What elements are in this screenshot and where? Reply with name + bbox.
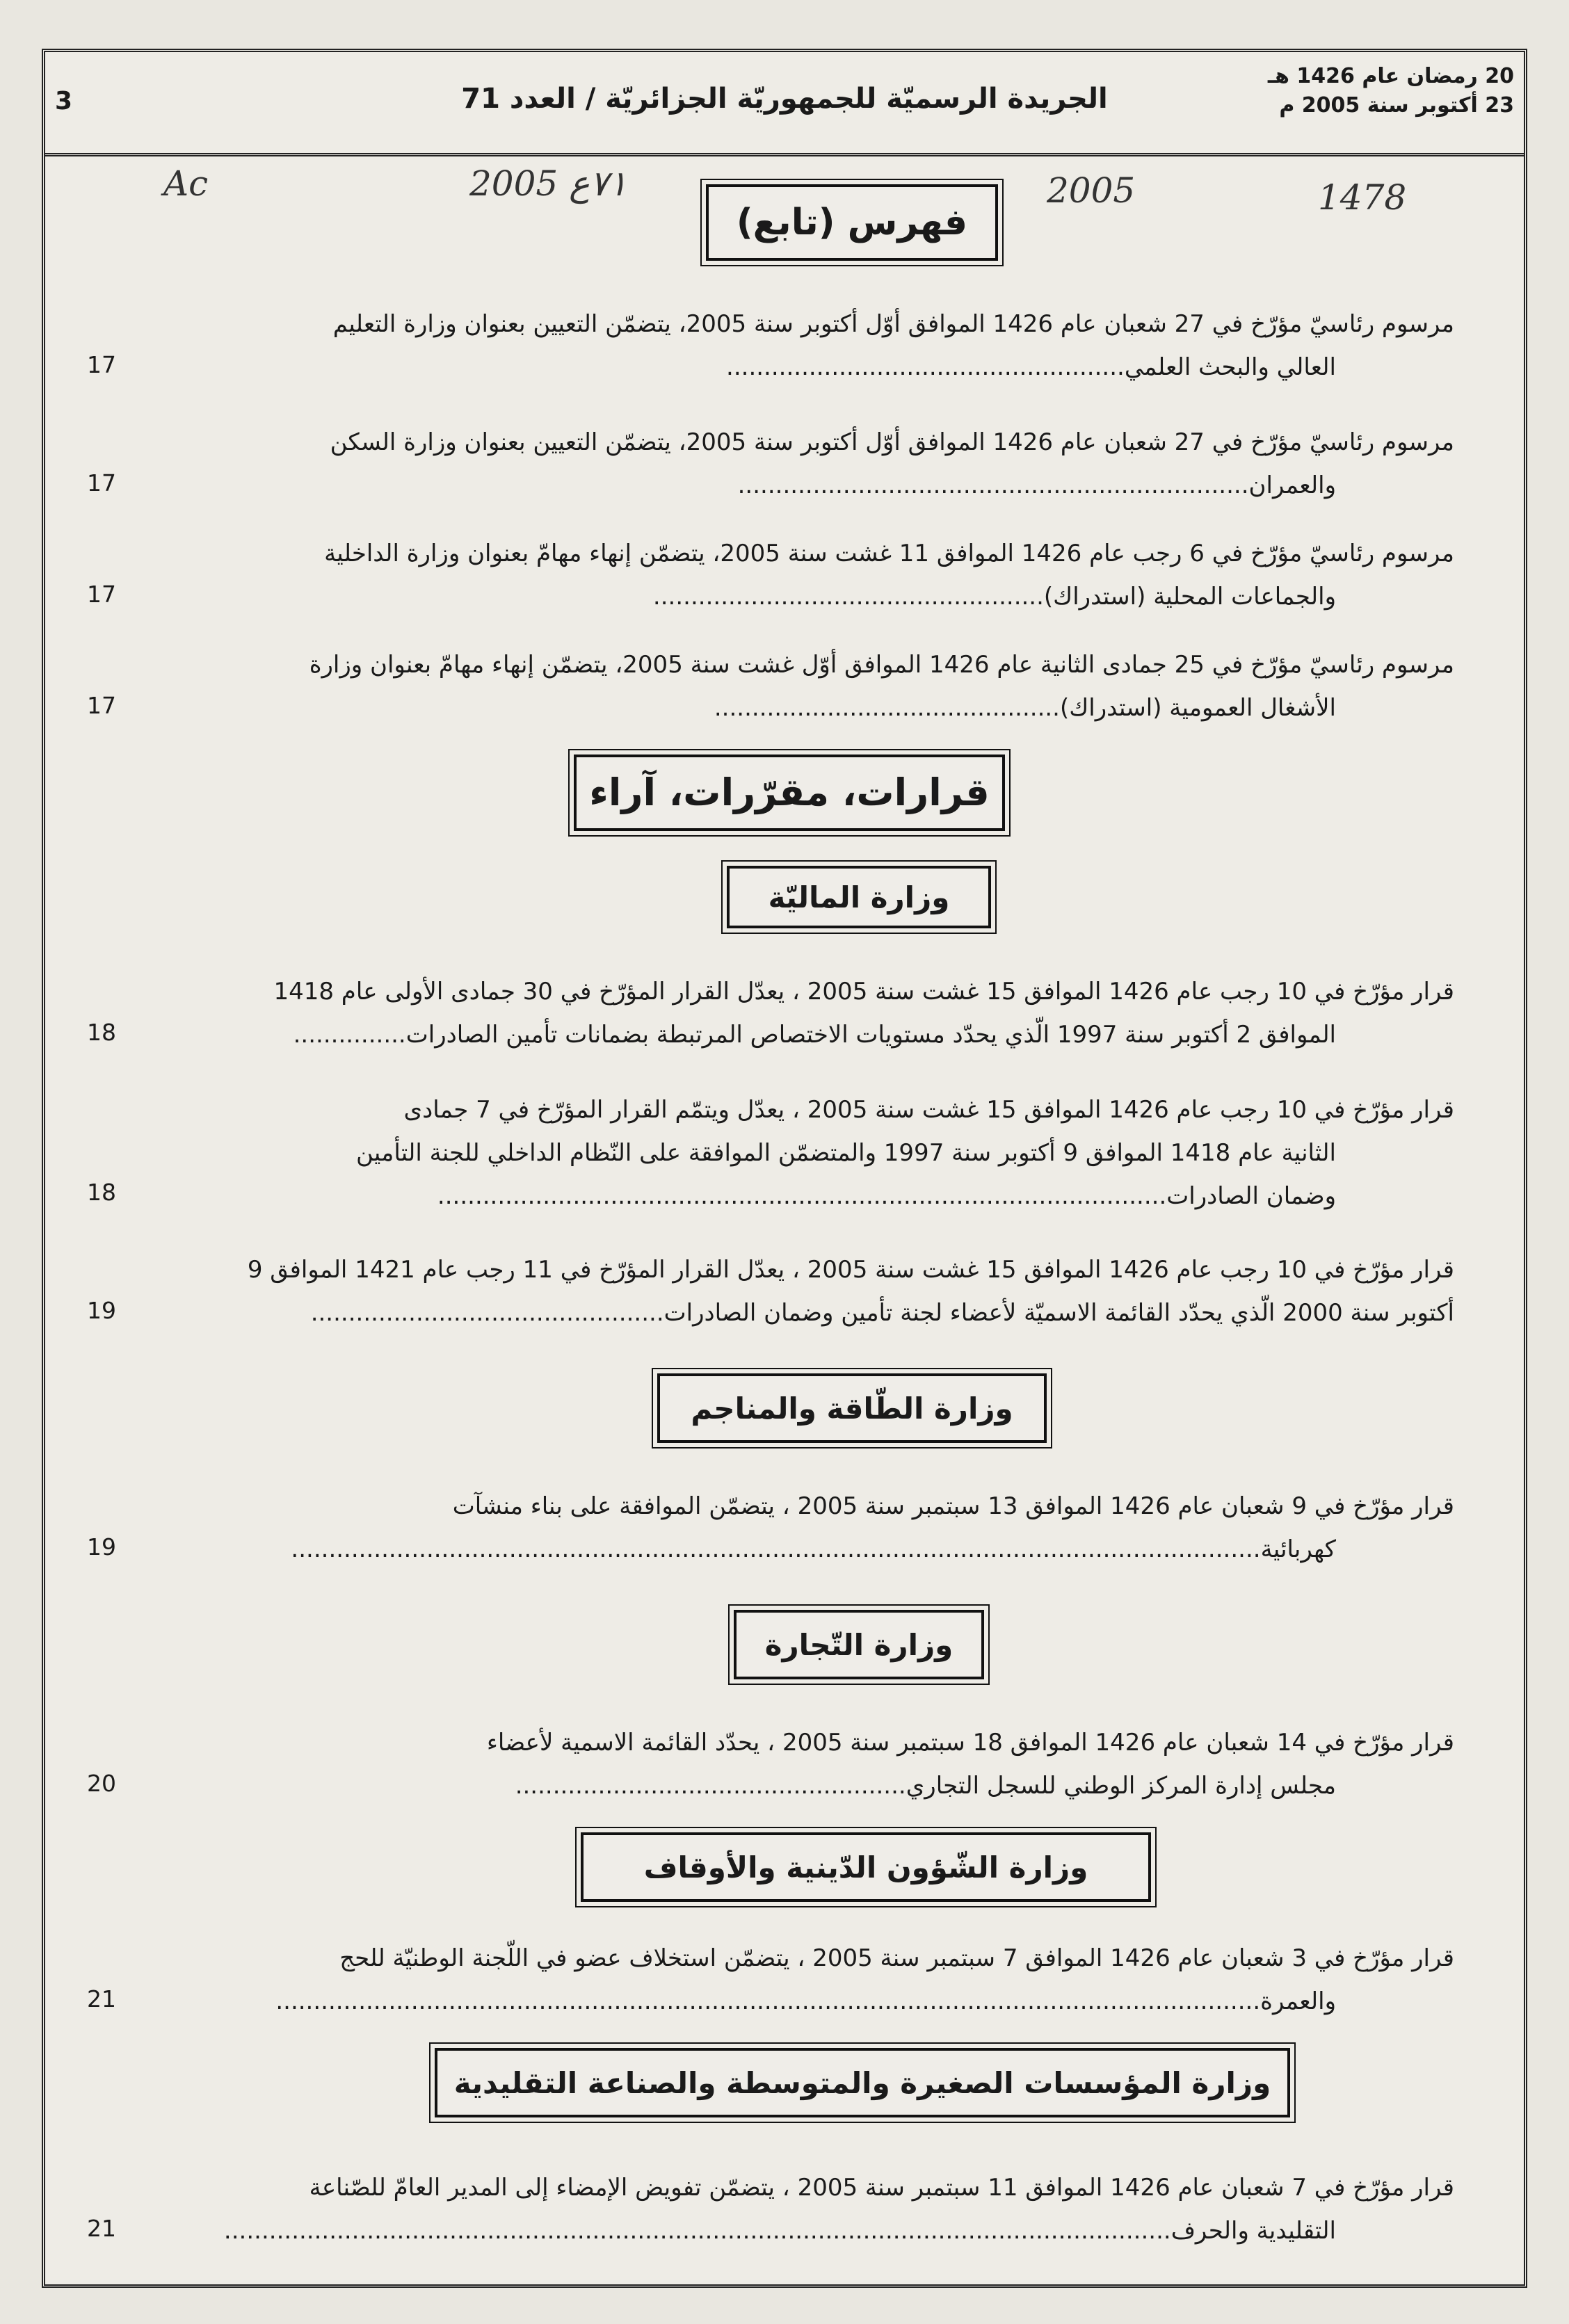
toc-entry[interactable]: قرار مؤرّخ في 10 رجب عام 1426 الموافق 15 غشت سنة 2005 ، يعدّل القرار المؤرّخ في 11 رجب عام 1421 الموافق 9 أكتوبر سنة 2000 الّذي يحدّد القائمة الاسميّة لأعضاء لجنة تأمين وضمان الصادرات............................................... bbox=[247, 1256, 1454, 1327]
toc-entry[interactable]: قرار مؤرّخ في 14 شعبان عام 1426 الموافق 18 سبتمبر سنة 2005 ، يحدّد القائمة الاسمية لأعضاء مجلس إدارة المركز الوطني للسجل التجاري.................................................... bbox=[486, 1729, 1454, 1800]
toc-page-number: 21 bbox=[87, 2215, 116, 2242]
gazette-page bbox=[42, 49, 1527, 2288]
toc-page-number: 18 bbox=[87, 1179, 116, 1206]
date-gregorian: 23 أكتوبر سنة 2005 م bbox=[1279, 93, 1514, 118]
toc-page-number: 17 bbox=[87, 581, 116, 608]
page-header bbox=[45, 52, 1524, 156]
toc-entry[interactable]: مرسوم رئاسيّ مؤرّخ في 27 شعبان عام 1426 الموافق أوّل أكتوبر سنة 2005، يتضمّن التعيين بعنوان وزارة السكن والعمران.................................................................... bbox=[330, 428, 1454, 499]
gazette-title: الجريدة الرسميّة للجمهوريّة الجزائريّة / العدد 71 bbox=[461, 83, 1108, 115]
handwritten-annotation: 2005 bbox=[1047, 170, 1136, 211]
handwritten-annotation: 2005 ٧١ع bbox=[469, 163, 627, 204]
toc-entry[interactable]: قرار مؤرّخ في 9 شعبان عام 1426 الموافق 13 سبتمبر سنة 2005 ، يتضمّن الموافقة على بناء منشآت كهربائية................................................................................................................................. bbox=[291, 1492, 1454, 1563]
toc-entry[interactable]: قرار مؤرّخ في 10 رجب عام 1426 الموافق 15 غشت سنة 2005 ، يعدّل ويتمّم القرار المؤرّخ في 7 جمادى الثانية عام 1418 الموافق 9 أكتوبر سنة 1997 والمتضمّن الموافقة على النّظام الداخلي للجنة التأمين وضمان الصادرات................................................................................................. bbox=[356, 1096, 1454, 1210]
handwritten-annotation: 1478 bbox=[1318, 177, 1407, 218]
toc-page-number: 21 bbox=[87, 1985, 116, 2012]
toc-page-number: 19 bbox=[87, 1297, 116, 1324]
ministry-heading: وزارة الطّاقة والمناجم bbox=[657, 1373, 1047, 1443]
toc-page-number: 18 bbox=[87, 1019, 116, 1046]
toc-entry[interactable]: مرسوم رئاسيّ مؤرّخ في 27 شعبان عام 1426 الموافق أوّل أكتوبر سنة 2005، يتضمّن التعيين بعنوان وزارة التعليم العالي والبحث العلمي..................................................... bbox=[332, 310, 1454, 381]
ministry-heading: وزارة التّجارة bbox=[734, 1610, 984, 1679]
ministry-heading: وزارة الماليّة bbox=[727, 866, 991, 928]
toc-page-number: 20 bbox=[87, 1770, 116, 1797]
toc-entry[interactable]: قرار مؤرّخ في 10 رجب عام 1426 الموافق 15 غشت سنة 2005 ، يعدّل القرار المؤرّخ في 30 جمادى الأولى عام 1418 الموافق 2 أكتوبر سنة 1997 الّذي يحدّد مستويات الاختصاص المرتبطة بضمانات تأمين الصادرات............... bbox=[273, 978, 1454, 1049]
toc-page-number: 17 bbox=[87, 469, 116, 497]
date-hijri: 20 رمضان عام 1426 هـ bbox=[1267, 64, 1514, 88]
toc-entry[interactable]: مرسوم رئاسيّ مؤرّخ في 25 جمادى الثانية عام 1426 الموافق أوّل غشت سنة 2005، يتضمّن إنهاء مهامّ بعنوان وزارة الأشغال العمومية (استدراك).............................................. bbox=[309, 651, 1454, 722]
index-title: فهرس (تابع) bbox=[736, 202, 968, 243]
index-title-box bbox=[706, 184, 998, 261]
ministry-heading: وزارة الشّؤون الدّينية والأوقاف bbox=[581, 1832, 1151, 1902]
toc-entry[interactable]: مرسوم رئاسيّ مؤرّخ في 6 رجب عام 1426 الموافق 11 غشت سنة 2005، يتضمّن إنهاء مهامّ بعنوان وزارة الداخلية والجماعات المحلية (استدراك).................................................... bbox=[324, 540, 1454, 611]
toc-page-number: 17 bbox=[87, 351, 116, 378]
toc-entry[interactable]: قرار مؤرّخ في 3 شعبان عام 1426 الموافق 7 سبتمبر سنة 2005 ، يتضمّن استخلاف عضو في اللّجنة الوطنيّة للحج والعمرة................................................................................................................................... bbox=[275, 1944, 1454, 2015]
toc-page-number: 19 bbox=[87, 1533, 116, 1560]
ministry-heading: وزارة المؤسسات الصغيرة والمتوسطة والصناعة التقليدية bbox=[435, 2048, 1290, 2117]
handwritten-annotation: Ac bbox=[163, 163, 209, 204]
page-number: 3 bbox=[55, 87, 73, 115]
toc-entry[interactable]: قرار مؤرّخ في 7 شعبان عام 1426 الموافق 11 سبتمبر سنة 2005 ، يتضمّن تفويض الإمضاء إلى المدير العامّ للصّناعة التقليدية والحرف.............................................................................................................................. bbox=[223, 2174, 1454, 2245]
decisions-title-box bbox=[574, 755, 1005, 831]
decisions-title: قرارات، مقرّرات، آراء bbox=[589, 770, 990, 814]
toc-page-number: 17 bbox=[87, 692, 116, 719]
